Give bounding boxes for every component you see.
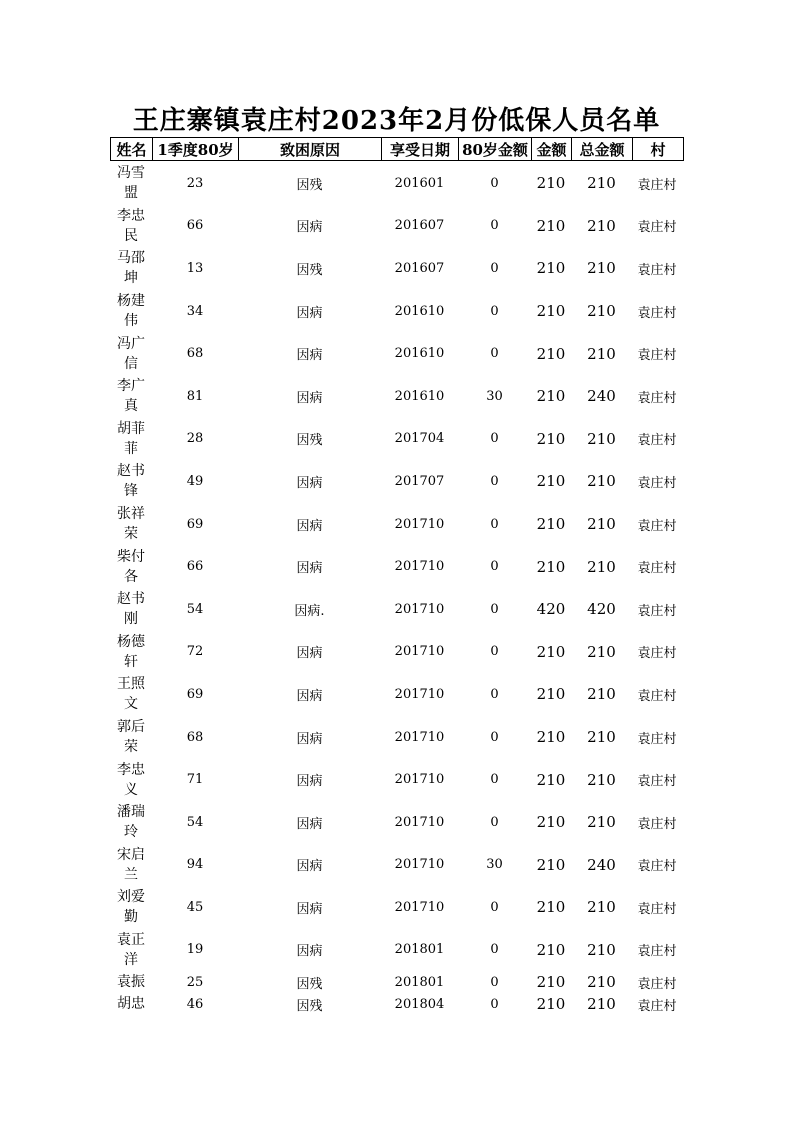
age-cell: 46 (186, 996, 204, 1012)
total-cell: 210 (587, 557, 616, 576)
age-cell: 68 (186, 729, 204, 745)
date-cell: 201607 (394, 260, 445, 276)
age-cell: 25 (186, 974, 204, 990)
amount-cell: 420 (536, 600, 566, 619)
name-cell: 潘瑞 玲 (117, 804, 145, 841)
reason-cell: 因病 (296, 518, 323, 534)
date-cell: 201707 (394, 473, 445, 489)
age-cell: 54 (186, 601, 204, 617)
name-cell: 李忠 民 (117, 207, 145, 244)
amount-80-cell: 30 (486, 388, 503, 404)
amount-cell: 210 (536, 387, 566, 406)
village-cell: 袁庄村 (637, 433, 677, 449)
table-row (110, 418, 682, 461)
column-header-date: 享受日期 (382, 138, 459, 160)
age-cell: 45 (186, 899, 204, 915)
reason-cell: 因残 (296, 998, 323, 1014)
reason-cell: 因残 (296, 177, 323, 193)
table-row (110, 545, 682, 588)
amount-cell: 210 (536, 472, 566, 491)
column-header-name: 姓名 (111, 138, 153, 160)
reason-cell: 因病 (296, 646, 323, 662)
name-cell: 杨德 轩 (117, 633, 145, 670)
table-row (110, 993, 682, 1015)
age-cell: 72 (186, 644, 204, 660)
village-cell: 袁庄村 (637, 774, 677, 790)
name-cell: 郭后 荣 (117, 719, 145, 756)
column-header-age: 1季度80岁 (153, 138, 239, 160)
date-cell: 201710 (394, 644, 445, 660)
amount-80-cell: 0 (490, 559, 499, 575)
date-cell: 201710 (394, 686, 445, 702)
amount-80-cell: 0 (490, 686, 499, 702)
age-cell: 34 (186, 303, 204, 319)
amount-80-cell: 0 (490, 772, 499, 788)
name-cell: 宋启 兰 (117, 846, 145, 883)
amount-cell: 210 (536, 557, 566, 576)
date-cell: 201710 (394, 729, 445, 745)
amount-80-cell: 0 (490, 644, 499, 660)
total-cell: 210 (587, 344, 616, 363)
total-cell: 210 (587, 973, 616, 992)
reason-cell: 因病 (296, 774, 323, 790)
reason-cell: 因病 (296, 859, 323, 875)
date-cell: 201710 (394, 601, 445, 617)
amount-cell: 210 (536, 429, 566, 448)
name-cell: 袁振 (117, 974, 145, 991)
table-row (110, 460, 682, 503)
age-cell: 66 (186, 559, 204, 575)
reason-cell: 因残 (296, 262, 323, 278)
village-cell: 袁庄村 (637, 603, 677, 619)
table-row (110, 673, 682, 716)
amount-cell: 210 (536, 642, 566, 661)
reason-cell: 因病 (296, 944, 323, 960)
village-cell: 袁庄村 (637, 305, 677, 321)
age-cell: 28 (186, 431, 204, 447)
reason-cell: 因病 (296, 305, 323, 321)
village-cell: 袁庄村 (637, 998, 677, 1014)
date-cell: 201704 (394, 431, 445, 447)
amount-80-cell: 0 (490, 942, 499, 958)
village-cell: 袁庄村 (637, 976, 677, 992)
amount-cell: 210 (536, 344, 566, 363)
age-cell: 81 (186, 388, 204, 404)
age-cell: 69 (186, 686, 204, 702)
total-cell: 210 (587, 940, 616, 959)
column-header-reason: 致困原因 (239, 138, 382, 160)
name-cell: 柴付 各 (117, 548, 145, 585)
village-cell: 袁庄村 (637, 688, 677, 704)
column-header-village: 村 (650, 140, 666, 159)
reason-cell: 因病 (296, 731, 323, 747)
table-row (110, 247, 682, 290)
date-cell: 201804 (394, 996, 445, 1012)
reason-cell: 因病 (296, 475, 323, 491)
age-cell: 68 (186, 346, 204, 362)
amount-cell: 210 (536, 995, 566, 1014)
amount-cell: 210 (536, 216, 566, 235)
total-cell: 210 (587, 813, 616, 832)
total-cell: 210 (587, 515, 616, 534)
name-cell: 胡菲 菲 (117, 420, 145, 457)
amount-cell: 210 (536, 174, 566, 193)
name-cell: 赵书 锋 (117, 463, 145, 500)
amount-80-cell: 0 (490, 431, 499, 447)
amount-80-cell: 0 (490, 516, 499, 532)
amount-80-cell: 0 (490, 260, 499, 276)
name-cell: 冯广 信 (117, 335, 145, 372)
amount-cell: 210 (536, 302, 566, 321)
name-cell: 李广 真 (117, 378, 145, 415)
table-row (110, 801, 682, 844)
village-cell: 袁庄村 (637, 475, 677, 491)
date-cell: 201601 (394, 175, 445, 191)
table-row (110, 886, 682, 929)
reason-cell: 因病 (296, 348, 323, 364)
amount-cell: 210 (536, 973, 566, 992)
amount-80-cell: 0 (490, 303, 499, 319)
name-cell: 冯雪 盟 (117, 165, 145, 202)
name-cell: 胡忠 (117, 996, 145, 1013)
amount-cell: 210 (536, 515, 566, 534)
reason-cell: 因病. (294, 603, 325, 619)
total-cell: 210 (587, 302, 616, 321)
date-cell: 201610 (394, 303, 445, 319)
total-cell: 210 (587, 174, 616, 193)
table-row (110, 716, 682, 759)
amount-80-cell: 30 (486, 857, 503, 873)
column-header-total: 总金额 (572, 138, 633, 160)
amount-80-cell: 0 (490, 729, 499, 745)
column-header-amount: 金额 (532, 138, 572, 160)
amount-80-cell: 0 (490, 218, 499, 234)
table-row (110, 844, 682, 887)
village-cell: 袁庄村 (637, 859, 677, 875)
total-cell: 210 (587, 472, 616, 491)
date-cell: 201710 (394, 772, 445, 788)
column-header-amount-80: 80岁金额 (459, 138, 532, 160)
amount-80-cell: 0 (490, 974, 499, 990)
amount-80-cell: 0 (490, 601, 499, 617)
date-cell: 201710 (394, 516, 445, 532)
reason-cell: 因病 (296, 220, 323, 236)
amount-cell: 210 (536, 728, 566, 747)
name-cell: 张祥 荣 (117, 506, 145, 543)
amount-80-cell: 0 (490, 346, 499, 362)
amount-80-cell: 0 (490, 899, 499, 915)
reason-cell: 因残 (296, 976, 323, 992)
village-cell: 袁庄村 (637, 177, 677, 193)
total-cell: 210 (587, 642, 616, 661)
total-cell: 210 (587, 685, 616, 704)
table-row (110, 631, 682, 674)
name-cell: 王照 文 (117, 676, 145, 713)
village-cell: 袁庄村 (637, 262, 677, 278)
name-cell: 刘爱 勤 (117, 889, 145, 926)
table-row (110, 332, 682, 375)
page-title: 王庄寨镇袁庄村2023年2月份低保人员名单 (132, 106, 661, 136)
amount-80-cell: 0 (490, 473, 499, 489)
table-row (110, 375, 682, 418)
amount-cell: 210 (536, 813, 566, 832)
age-cell: 13 (186, 260, 204, 276)
age-cell: 69 (186, 516, 204, 532)
village-cell: 袁庄村 (637, 944, 677, 960)
total-cell: 420 (587, 600, 616, 619)
table-body (110, 162, 682, 1015)
date-cell: 201801 (394, 942, 445, 958)
village-cell: 袁庄村 (637, 518, 677, 534)
village-cell: 袁庄村 (637, 390, 677, 406)
date-cell: 201607 (394, 218, 445, 234)
village-cell: 袁庄村 (637, 816, 677, 832)
table-header (110, 137, 684, 161)
village-cell: 袁庄村 (637, 220, 677, 236)
reason-cell: 因病 (296, 561, 323, 577)
table-row (110, 929, 682, 972)
age-cell: 66 (186, 218, 204, 234)
amount-cell: 210 (536, 770, 566, 789)
total-cell: 210 (587, 259, 616, 278)
date-cell: 201610 (394, 388, 445, 404)
name-cell: 马邵 坤 (117, 250, 145, 287)
age-cell: 49 (186, 473, 204, 489)
total-cell: 210 (587, 429, 616, 448)
name-cell: 赵书 刚 (117, 591, 145, 628)
age-cell: 94 (186, 857, 204, 873)
name-cell: 袁正 洋 (117, 931, 145, 968)
total-cell: 210 (587, 728, 616, 747)
reason-cell: 因病 (296, 816, 323, 832)
total-cell: 210 (587, 770, 616, 789)
table-row (110, 971, 682, 993)
table-row (110, 503, 682, 546)
total-cell: 210 (587, 995, 616, 1014)
village-cell: 袁庄村 (637, 731, 677, 747)
date-cell: 201801 (394, 974, 445, 990)
date-cell: 201710 (394, 857, 445, 873)
table-row (110, 290, 682, 333)
table-row (110, 162, 682, 205)
reason-cell: 因病 (296, 688, 323, 704)
table-row (110, 205, 682, 248)
table-row (110, 758, 682, 801)
amount-cell: 210 (536, 940, 566, 959)
reason-cell: 因病 (296, 390, 323, 406)
age-cell: 19 (186, 942, 204, 958)
total-cell: 240 (587, 855, 616, 874)
amount-80-cell: 0 (490, 996, 499, 1012)
date-cell: 201710 (394, 559, 445, 575)
age-cell: 23 (186, 175, 204, 191)
village-cell: 袁庄村 (637, 561, 677, 577)
name-cell: 李忠 义 (117, 761, 145, 798)
amount-cell: 210 (536, 855, 566, 874)
date-cell: 201710 (394, 814, 445, 830)
amount-cell: 210 (536, 685, 566, 704)
table-row (110, 588, 682, 631)
total-cell: 210 (587, 216, 616, 235)
age-cell: 71 (186, 772, 204, 788)
village-cell: 袁庄村 (637, 901, 677, 917)
amount-80-cell: 0 (490, 814, 499, 830)
reason-cell: 因残 (296, 433, 323, 449)
village-cell: 袁庄村 (637, 348, 677, 364)
date-cell: 201710 (394, 899, 445, 915)
amount-cell: 210 (536, 898, 566, 917)
name-cell: 杨建 伟 (117, 293, 145, 330)
village-cell: 袁庄村 (637, 646, 677, 662)
date-cell: 201610 (394, 346, 445, 362)
total-cell: 210 (587, 898, 616, 917)
total-cell: 240 (587, 387, 616, 406)
amount-80-cell: 0 (490, 175, 499, 191)
age-cell: 54 (186, 814, 204, 830)
reason-cell: 因病 (296, 901, 323, 917)
amount-cell: 210 (536, 259, 566, 278)
